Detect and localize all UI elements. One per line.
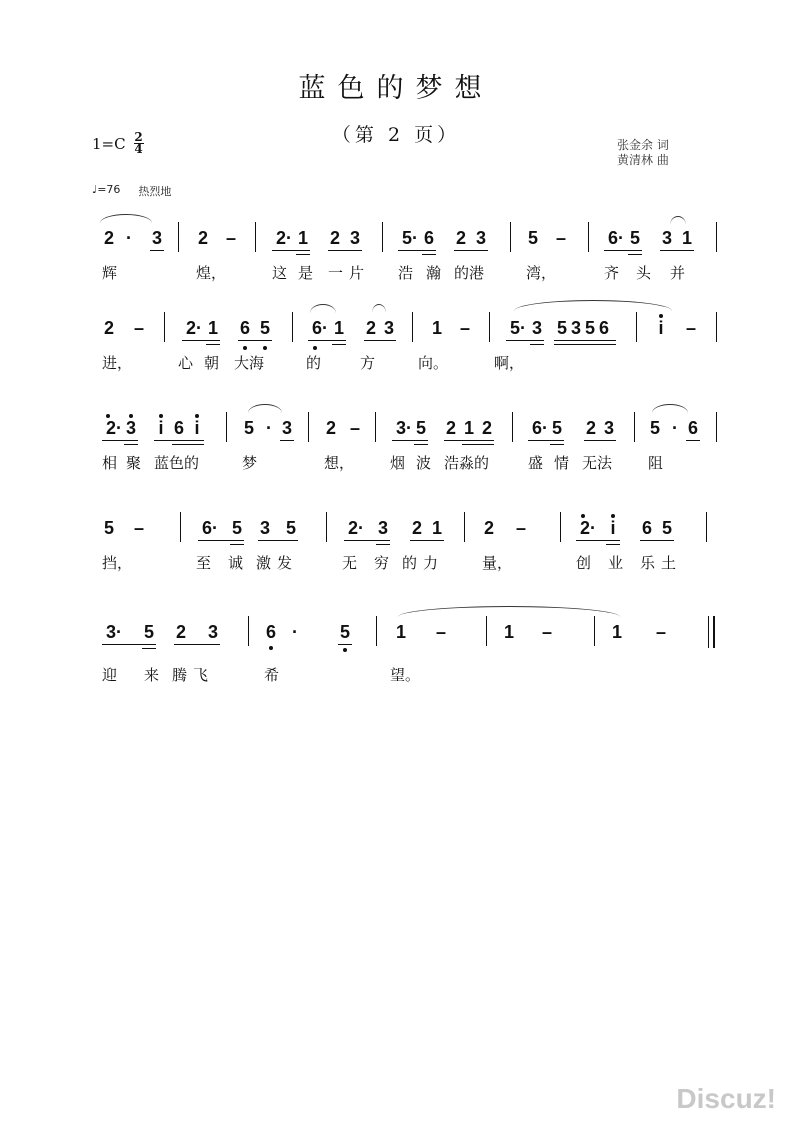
note: 2 [411, 518, 422, 538]
lyric: 希 [264, 666, 280, 684]
note: 6 [239, 318, 250, 338]
lyric: 瀚 [426, 264, 442, 282]
note: 3 [475, 228, 486, 248]
note: 1 [431, 518, 442, 538]
lyric: 情 [554, 454, 570, 472]
note: 1 [395, 622, 406, 642]
page-indicator: （第 2 页） [331, 124, 461, 146]
note: · [672, 418, 678, 438]
note: i [194, 418, 200, 438]
lyric: 向。 [418, 354, 449, 372]
note: – [555, 228, 566, 248]
note: 3 [661, 228, 672, 248]
note: i [658, 318, 664, 338]
lyric: 煌， [196, 264, 227, 282]
note: 3· [395, 418, 412, 438]
note: 1 [503, 622, 514, 642]
score-row-1 [92, 218, 732, 298]
note: – [133, 318, 144, 338]
time-signature: 2 4 [134, 130, 143, 156]
watermark-logo: Discuz! [676, 1083, 776, 1114]
note: 5 [259, 318, 270, 338]
lyric: 这 [272, 264, 288, 282]
note: 2 [481, 418, 492, 438]
note: 3 [207, 622, 218, 642]
note: 6 [265, 622, 276, 642]
score-row-3 [92, 408, 732, 488]
note: 1 [681, 228, 692, 248]
note: – [349, 418, 360, 438]
note: 5 [285, 518, 296, 538]
lyric: 波 [416, 454, 432, 472]
note: 5356 [556, 318, 614, 338]
note: 6 [641, 518, 652, 538]
note: 5· [509, 318, 526, 338]
lyric: 聚 [126, 454, 142, 472]
lyric: 来 [144, 666, 160, 684]
lyric: 想， [324, 454, 355, 472]
note: 3 [603, 418, 614, 438]
note: 2· [105, 418, 122, 438]
lyric: 乐土 [640, 554, 683, 572]
lyric: 的力 [402, 554, 445, 572]
tempo-marking [92, 183, 171, 199]
note: 5 [339, 622, 350, 642]
lyric: 量， [482, 554, 513, 572]
note: 2· [579, 518, 596, 538]
lyric: 无 [342, 554, 358, 572]
lyric: 一片 [328, 264, 371, 282]
note: 1 [297, 228, 308, 248]
note: 5 [629, 228, 640, 248]
lyric: 朝 [204, 354, 220, 372]
note: 1 [333, 318, 344, 338]
lyric: 浩 [398, 264, 414, 282]
note: 3· [105, 622, 122, 642]
note: 1 [611, 622, 622, 642]
note: · [266, 418, 272, 438]
note: 5 [527, 228, 538, 248]
composer: 黄清林 曲 [617, 153, 669, 167]
note: – [435, 622, 446, 642]
lyric: 望。 [390, 666, 421, 684]
note: · [126, 228, 132, 248]
lyric: 蓝色的 [154, 454, 200, 472]
note: 2· [185, 318, 202, 338]
note: 3 [125, 418, 136, 438]
note: 3 [383, 318, 394, 338]
song-title: 蓝色的梦想 [298, 73, 494, 104]
note: 6· [201, 518, 218, 538]
note: 5 [415, 418, 426, 438]
note: i [158, 418, 164, 438]
note: 2 [445, 418, 456, 438]
note: 6· [607, 228, 624, 248]
note: 5 [551, 418, 562, 438]
note: i [610, 518, 616, 538]
note: 6· [311, 318, 328, 338]
lyric: 穷 [374, 554, 390, 572]
note: 1 [431, 318, 442, 338]
note: 6· [531, 418, 548, 438]
key-label: 1=C [92, 134, 126, 153]
lyric: 挡， [102, 554, 133, 572]
lyricist: 张金余 词 [617, 138, 669, 152]
lyric: 业 [608, 554, 624, 572]
expression-marking: 热烈地 [138, 185, 172, 198]
note: 5 [143, 622, 154, 642]
score-row-4 [92, 508, 732, 588]
note: 6 [687, 418, 698, 438]
lyric: 浩淼的 [444, 454, 490, 472]
note: · [292, 622, 298, 642]
note: 2 [175, 622, 186, 642]
note: – [655, 622, 666, 642]
note: 3 [281, 418, 292, 438]
lyric: 至 [196, 554, 212, 572]
lyric: 齐 [604, 264, 620, 282]
note: 6 [423, 228, 434, 248]
note: 2· [347, 518, 364, 538]
note: 6 [173, 418, 184, 438]
key-signature [92, 132, 144, 155]
lyric: 的港 [454, 264, 485, 282]
note: 2 [483, 518, 494, 538]
lyric: 腾飞 [172, 666, 215, 684]
note: 2· [275, 228, 292, 248]
note: 2 [103, 318, 114, 338]
note: 5· [401, 228, 418, 248]
note: 5 [661, 518, 672, 538]
note: 5 [649, 418, 660, 438]
lyric: 啊， [494, 354, 525, 372]
lyric: 阻 [648, 454, 664, 472]
lyric: 是 [298, 264, 314, 282]
lyric: 头 [636, 264, 652, 282]
score-row-2 [92, 308, 732, 388]
lyric: 方 [360, 354, 376, 372]
score-row-5 [92, 612, 732, 692]
note: 2 [365, 318, 376, 338]
lyric: 辉 [102, 264, 118, 282]
lyric: 进， [102, 354, 133, 372]
note: – [225, 228, 236, 248]
lyric: 梦 [242, 454, 258, 472]
note: 3 [151, 228, 162, 248]
note: – [685, 318, 696, 338]
note: 2 [455, 228, 466, 248]
note: 5 [103, 518, 114, 538]
lyric: 心 [178, 354, 194, 372]
note: 2 [103, 228, 114, 248]
note: 1 [207, 318, 218, 338]
note: 5 [231, 518, 242, 538]
lyric: 无法 [582, 454, 613, 472]
note: 1 [463, 418, 474, 438]
lyric: 并 [670, 264, 686, 282]
lyric: 迎 [102, 666, 118, 684]
note: – [133, 518, 144, 538]
note: – [459, 318, 470, 338]
lyric: 湾， [526, 264, 557, 282]
note: 3 [377, 518, 388, 538]
note: 5 [243, 418, 254, 438]
lyric: 诚 [228, 554, 244, 572]
lyric: 的 [306, 354, 322, 372]
note: 2 [197, 228, 208, 248]
note: 2 [325, 418, 336, 438]
lyric: 创 [576, 554, 592, 572]
note: 3 [349, 228, 360, 248]
lyric: 大海 [234, 354, 265, 372]
note: 3 [259, 518, 270, 538]
lyric: 相 [102, 454, 118, 472]
lyric: 激发 [256, 554, 299, 572]
note: 3 [531, 318, 542, 338]
credits [617, 138, 669, 168]
note: – [515, 518, 526, 538]
lyric: 烟 [390, 454, 406, 472]
note: 2 [585, 418, 596, 438]
lyric: 盛 [528, 454, 544, 472]
tempo-value: ♩=76 [92, 183, 121, 196]
note: 2 [329, 228, 340, 248]
note: – [541, 622, 552, 642]
